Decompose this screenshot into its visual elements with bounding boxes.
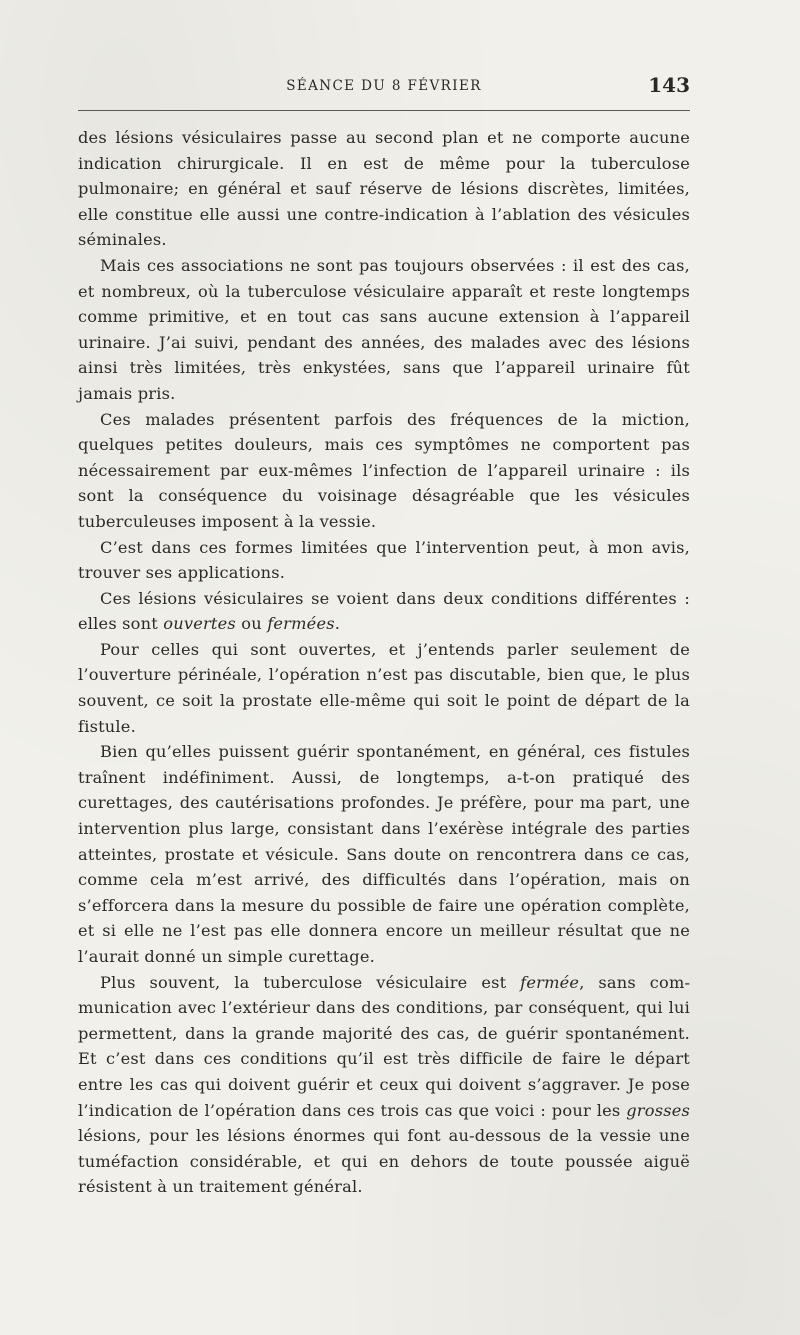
paragraph-6: Pour celles qui sont ouvertes, et j’entends parler seulement de l’ouverture périnéale, l’opération n’est pas discutable, bien que, le plus souvent, ce soit la prostate elle-même qui soit le point de départ de la fistule.: [78, 639, 690, 736]
running-title: SÉANCE DU 8 FÉVRIER: [286, 78, 482, 94]
paragraph-8-italic-fermee: fermée: [520, 972, 580, 992]
paragraph-5-text-before: Ces lésions vésiculaires se voient dans deux conditions différentes : elles sont: [78, 588, 690, 634]
paragraph-8: [78, 970, 690, 1200]
paragraph-8-text-after: lésions, pour les lésions énormes qui font au-dessous de la vessie une tuméfaction considérable, et qui en dehors de toute poussée aiguë résistent à un traitement général.: [78, 1126, 690, 1197]
paragraph-1: des lésions vésiculaires passe au second plan et ne comporte aucune indication chirurgicale. Il en est de même pour la tuberculose pulmonaire; en général et sauf réserve de lésions discrètes, limitées, elle constitue elle aussi une contre-indication à l’ablation des vésicules séminales.: [78, 128, 690, 250]
paragraph-8-text-before: Plus souvent, la tuberculose vésiculaire est: [100, 972, 521, 992]
paragraph-5-text-middle: ou: [235, 614, 268, 634]
paragraph-5-italic-fermees: fermées: [267, 614, 335, 634]
paragraph-5-italic-ouvertes: ouvertes: [163, 614, 236, 634]
paragraph-3: Ces malades présentent parfois des fréquences de la miction, quelques petites douleurs, mais ces symptômes ne comportent pas nécessairement par eux-mêmes l’infection de l’appareil urinaire : ils sont la conséquence du voisinage désagréable que les vésicules tuberculeuses imposent à la vessie.: [78, 409, 690, 531]
header-rule: [78, 110, 690, 111]
paragraph-4: C’est dans ces formes limitées que l’intervention peut, à mon avis, trouver ses applications.: [78, 537, 690, 583]
paragraph-7: Bien qu’elles puissent guérir spontanément, en général, ces fistules traînent indéfiniment. Aussi, de longtemps, a-t-on pratiqué des curettages, des cautérisations profondes. Je préfère, pour ma part, une intervention plus large, consistant dans l’exérèse intégrale des parties atteintes, prostate et vésicule. Sans doute on rencontrera dans ce cas, comme cela m’est arrivé, des difficultés dans l’opération, mais on s’efforcera dans la mesure du possible de faire une opération complète, et si elle ne l’est pas elle donnera encore un meilleur résultat que ne l’aurait donné un simple curettage.: [78, 742, 690, 966]
paragraph-2: Mais ces associations ne sont pas toujours observées : il est des cas, et nombreux, où la tuberculose vésiculaire apparaît et reste longtemps comme primitive, et en tout cas sans aucune extension à l’appareil urinaire. J’ai suivi, pendant des années, des malades avec des lésions ainsi très limitées, très enkystées, sans que l’appareil urinaire fût jamais pris.: [78, 255, 690, 403]
body-text: [78, 125, 690, 1200]
paragraph-5: [78, 586, 690, 637]
paragraph-5-text-after: .: [334, 614, 341, 634]
running-head: [78, 72, 690, 98]
paragraph-8-italic-grosses: grosses: [626, 1100, 690, 1120]
page-number: 143: [648, 73, 690, 97]
paragraph-8-text-middle: , sans communication avec l’extérieur dans des conditions, par conséquent, qui lui permettent, dans la grande majorité des cas, de guérir spontanément. Et c’est dans ces conditions qu’il est très difficile de faire le départ entre les cas qui doivent guérir et ceux qui doivent s’aggraver. Je pose l’indication de l’opération dans ces trois cas que voici : pour les: [78, 972, 690, 1120]
